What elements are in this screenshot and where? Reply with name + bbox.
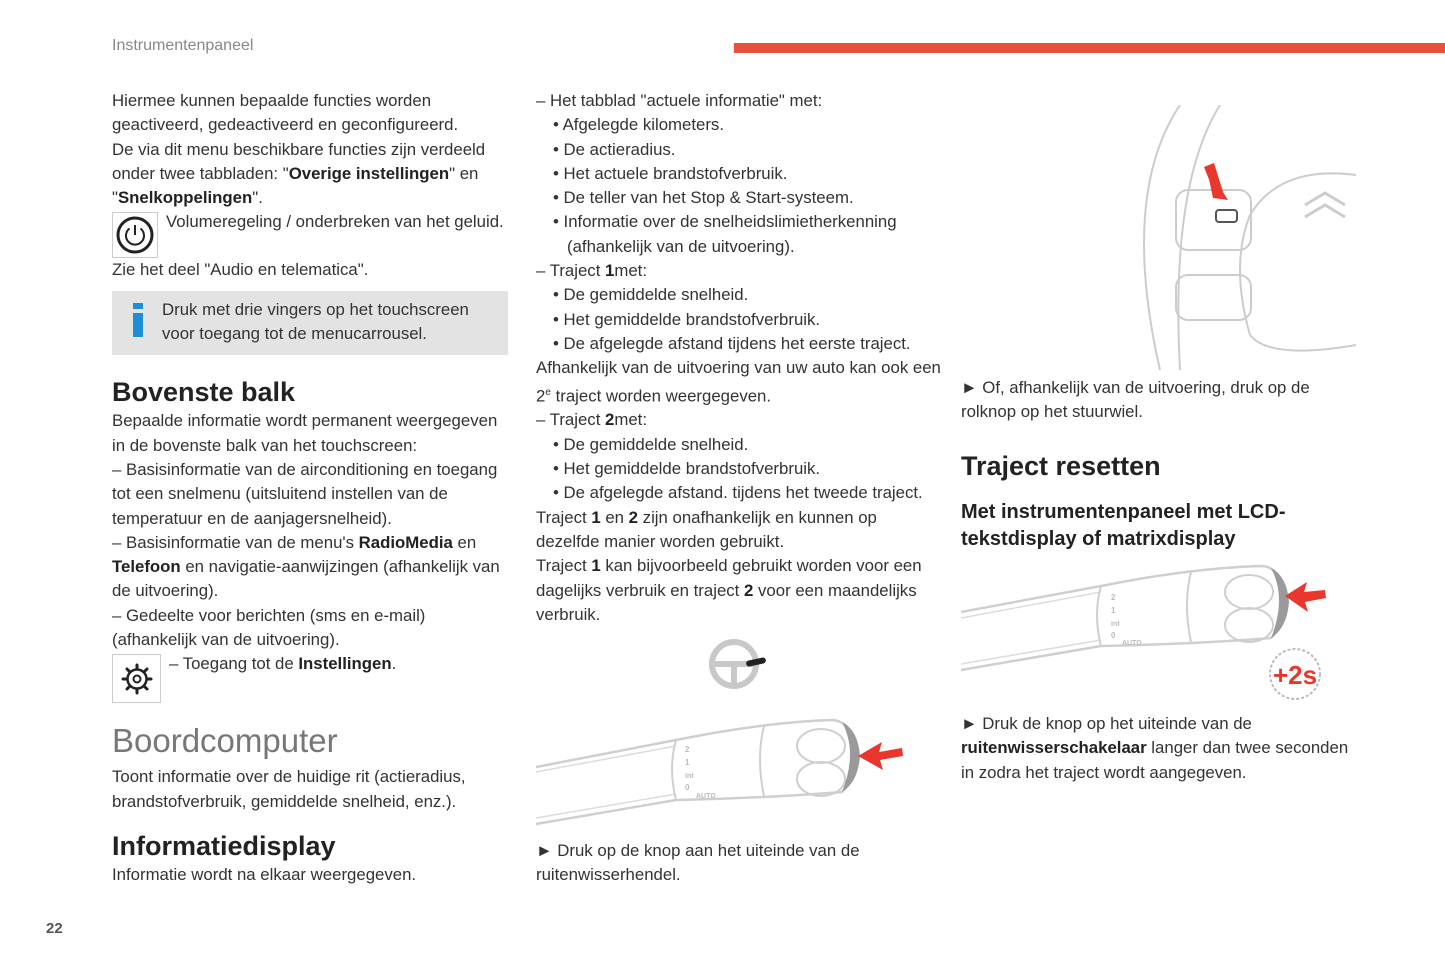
steering-wheel-stalk-icon [706,638,768,690]
info-icon [132,303,144,337]
top-bar-item-menus: – Basisinformatie van de menu's RadioMedia en Telefoon en navigatie-aanwijzingen (afhankelijk van de uitvoering). [112,532,500,601]
list-item: • Informatie over de snelheidslimietherkenning (afhankelijk van de uitvoering). [553,212,897,256]
list-item: • De teller van het Stop & Start-systeem. [553,188,854,208]
volume-text: Volumeregeling / onderbreken van het geluid. [166,212,504,232]
list-item: • De afgelegde afstand tijdens het eerste traject. [553,333,911,353]
or-wheel-text: ► Of, afhankelijk van de uitvoering, druk op de rolknop op het stuurwiel. [961,378,1310,422]
hold-duration-badge: +2s [1272,660,1318,690]
running-header: Instrumentenpaneel [112,37,254,54]
wiper-stalk-illustration [961,560,1333,700]
list-item: • Afgelegde kilometers. [553,115,724,135]
stalk-label: Int [685,773,694,780]
top-bar-item-airco: – Basisinformatie van de airconditioning en toegang tot een snelmenu (uitsluitend instellen van de temperatuur en de aanjagersnelheid). [112,459,498,528]
page-number: 22 [46,920,63,937]
info-box-text: Druk met drie vingers op het touchscreen voor toegang tot de menucarrousel. [162,299,469,344]
heading-boordcomputer: Boordcomputer [112,722,338,760]
list-item: • Het gemiddelde brandstofverbruik. [553,309,821,329]
heading-traject-resetten: Traject resetten [961,450,1161,481]
column-middle [536,89,941,627]
intro-paragraph: Hiermee kunnen bepaalde functies worden geactiveerd, gedeactiveerd en geconfigureerd. [112,91,459,135]
press-stalk-text: ► Druk op de knop aan het uiteinde van de ruitenwisserhendel. [536,841,860,885]
trips-independent-text: Traject 1 en 2 zijn onafhankelijk en kunnen op dezelfde manier worden gebruikt. [536,507,877,551]
stalk-label: 1 [685,758,690,767]
steering-wheel-illustration [1120,105,1356,370]
top-bar-intro: Bepaalde informatie wordt permanent weergegeven in de bovenste balk van het touchscreen: [112,411,498,455]
second-trip-text: Afhankelijk van de uitvoering van uw auto kan ook een 2e traject worden weergegeven. [536,358,941,406]
top-bar-item-messages: – Gedeelte voor berichten (sms en e-mail) (afhankelijk van de uitvoering). [112,605,426,650]
gear-icon [112,654,161,703]
wiper-stalk-illustration [536,712,906,832]
board-text: Toont informatie over de huidige rit (actieradius, brandstofverbruik, gemiddelde snelheid, enz.). [112,767,466,811]
trips-example-text: Traject 1 kan bijvoorbeeld gebruikt worden voor een dagelijks verbruik en traject 2 voor een maandelijks verbruik. [536,556,922,624]
settings-text: – Toegang tot de Instellingen. [169,654,397,674]
red-arrow-icon [858,742,903,770]
power-icon [112,212,158,258]
see-audio-text: Zie het deel "Audio en telematica". [112,260,369,280]
stalk-label: AUTO [696,793,716,800]
list-item: • De gemiddelde snelheid. [553,434,749,454]
list-item: • Het gemiddelde brandstofverbruik. [553,459,821,479]
header-accent-bar [734,43,1445,53]
red-arrow-icon [1204,163,1228,200]
settings-row [112,652,512,703]
stalk-label: 2 [685,745,690,754]
list-item: • De afgelegde afstand. tijdens het tweede traject. [553,483,923,503]
stalk-label: 0 [685,783,690,792]
volume-row [112,210,512,258]
info-box [112,291,508,356]
heading-informatiedisplay: Informatiedisplay [112,830,336,861]
heading-lcd-display: Met instrumentenpaneel met LCD-tekstdisplay of matrixdisplay [961,500,1286,550]
stalk-label: AUTO [1122,640,1142,647]
stalk-label: Int [1111,621,1120,628]
column-left [112,89,512,887]
trip-1-heading: – Traject 1met: [536,261,648,281]
list-item: • De actieradius. [553,139,676,159]
heading-bovenste-balk: Bovenste balk [112,377,296,408]
stalk-label: 0 [1111,631,1116,640]
stalk-label: 1 [1111,606,1116,615]
trip-2-heading: – Traject 2met: [536,410,648,430]
stalk-label: 2 [1111,593,1116,602]
info-display-text: Informatie wordt na elkaar weergegeven. [112,864,417,884]
column-right [961,376,1361,553]
tab-current-info: – Het tabblad "actuele informatie" met: [536,91,823,110]
press-long-text: ► Druk de knop op het uiteinde van de ruitenwisserschakelaar langer dan twee seconden in zodra het traject wordt aangegeven. [961,714,1349,782]
list-item: • Het actuele brandstofverbruik. [553,163,788,183]
red-arrow-icon [1285,582,1326,612]
tabs-paragraph: De via dit menu beschikbare functies zijn verdeeld onder twee tabbladen: "Overige instellingen" en "Snelkoppelingen". [112,139,486,208]
list-item: • De gemiddelde snelheid. [553,285,749,305]
